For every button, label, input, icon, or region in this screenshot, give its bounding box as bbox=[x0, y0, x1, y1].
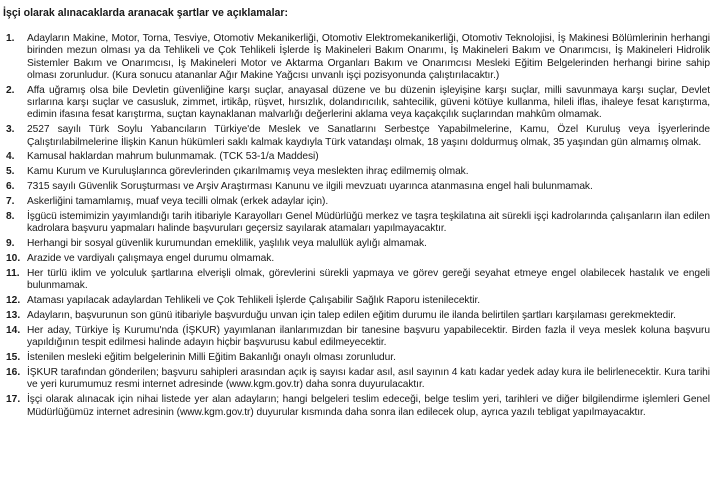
list-item bbox=[3, 238, 710, 250]
item-number: 8. bbox=[6, 211, 15, 223]
list-item bbox=[3, 151, 710, 163]
list-item bbox=[3, 352, 710, 364]
item-text: Adayların Makine, Motor, Torna, Tesviye, Otomotiv Mekanikerliği, Otomotiv Elektromekanikerliği, Otomotiv Teknolojisi, İş Makinesi Bölümlerinin herhangi birinden mezun olması ya da Tehlikeli ve Çok Tehlikeli İşlerde İş Makineleri Bakım Onarımı, İş Makineleri Bakım ve Onarımcısı, İş Makineleri Hidrolik Sistemler Bakım ve Onarımcısı, İş Makineleri Motor ve Aktarma Organları Bakım ve Onarımcısı Mesleki Eğitim Belgelerinden herhangi birine sahip olması zorunludur. (Kura sonucu atananlar Ağır Makine Yağcısı unvanlı işçi pozisyonunda çalıştırılacaktır.) bbox=[27, 33, 710, 81]
item-number: 14. bbox=[6, 324, 21, 336]
list-item bbox=[3, 268, 710, 293]
item-number: 16. bbox=[6, 367, 21, 379]
item-text: İŞKUR tarafından gönderilen; başvuru sahipleri arasından açık iş sayısı kadar asıl, asıl sayının 4 katı kadar yedek aday kura ile belirlenecektir. Kura tarihi ve yeri kurumumuz resmi internet adresinde (www.kgm.gov.tr) daha sonra duyurulacaktır. bbox=[27, 367, 710, 391]
item-text: Ataması yapılacak adaylardan Tehlikeli ve Çok Tehlikeli İşlerde Çalışabilir Sağlık Raporu istenilecektir. bbox=[27, 295, 481, 307]
list-item bbox=[3, 325, 710, 350]
item-number: 1. bbox=[6, 33, 15, 44]
list-item bbox=[3, 124, 710, 149]
list-item bbox=[3, 211, 710, 236]
item-text: Askerliğini tamamlamış, muaf veya tecilli olmak (erkek adaylar için). bbox=[27, 196, 329, 208]
list-item bbox=[3, 166, 710, 178]
item-number: 11. bbox=[6, 267, 20, 279]
requirements-list bbox=[3, 33, 710, 419]
item-number: 10. bbox=[6, 253, 21, 265]
item-text: Adayların, başvurunun son günü itibariyle başvurduğu unvan için talep edilen eğitim durumu ile ilanda belirtilen şartları karşılaması gerekmektedir. bbox=[27, 310, 676, 322]
list-item bbox=[3, 367, 710, 392]
item-number: 3. bbox=[6, 124, 15, 136]
item-number: 7. bbox=[6, 196, 15, 208]
list-item bbox=[3, 253, 710, 265]
list-item bbox=[3, 295, 710, 307]
item-text: 2527 sayılı Türk Soylu Yabancıların Türkiye'de Meslek ve Sanatlarını Serbestçe Yapabilmelerine, Kamu, Özel Kuruluş veya İşyerlerinde Çalıştırılabilmelerine İlişkin Kanun hükümleri saklı kalmak kaydıyla Türk vatandaşı olmak, 18 yaşını doldurmuş olmak, 35 yaşından gün almamış olmak. bbox=[27, 124, 710, 148]
list-item bbox=[3, 196, 710, 208]
item-number: 5. bbox=[6, 166, 15, 178]
list-item bbox=[3, 394, 710, 419]
item-text: İşgücü istemimizin yayımlandığı tarih itibariyle Karayolları Genel Müdürlüğü merkez ve taşra teşkilatına ait sürekli işçi kadrolarında çalışanların ilan edilen kadrolara başvuru yapmaları halinde başvuruları geçersiz sayılarak atamaları yapılmayacaktır. bbox=[27, 211, 710, 235]
item-number: 13. bbox=[6, 310, 21, 322]
item-text: Her aday, Türkiye İş Kurumu'nda (İŞKUR) yayımlanan ilanlarımızdan bir tanesine başvuru yapabilecektir. Birden fazla il veya meslek koluna başvuru yapıldığının tespit edilmesi halinde adayın hiçbir başvurusu kabul edilmeyecektir. bbox=[27, 324, 710, 349]
list-item bbox=[3, 310, 710, 322]
item-number: 15. bbox=[6, 352, 21, 364]
item-text: Kamu Kurum ve Kuruluşlarınca görevlerinden çıkarılmamış veya meslekten ihraç edilmemiş olmak. bbox=[27, 166, 469, 178]
item-text: Arazide ve vardiyalı çalışmaya engel durumu olmamak. bbox=[27, 253, 275, 265]
item-text: 7315 sayılı Güvenlik Soruşturması ve Arşiv Araştırması Kanunu ve ilgili mevzuatı uyarınca atanmasına engel hali bulunmamak. bbox=[27, 181, 593, 193]
item-text: Her türlü iklim ve yolculuk şartlarına elverişli olmak, görevlerini sürekli yapmaya ve görev gereği seyahat etmeye engel olabilecek hastalık ve engeli bulunmamak. bbox=[27, 267, 710, 292]
item-number: 17. bbox=[6, 394, 21, 406]
list-item bbox=[3, 85, 710, 122]
item-text: İstenilen mesleki eğitim belgelerinin Milli Eğitim Bakanlığı onaylı olması zorunludur. bbox=[27, 352, 396, 364]
item-number: 4. bbox=[6, 151, 15, 163]
item-number: 2. bbox=[6, 84, 15, 96]
item-number: 9. bbox=[6, 238, 15, 250]
item-text: Kamusal haklardan mahrum bulunmamak. (TCK 53-1/a Maddesi) bbox=[27, 151, 319, 163]
item-text: Herhangi bir sosyal güvenlik kurumundan emeklilik, yaşlılık veya malullük aylığı almamak. bbox=[27, 238, 427, 250]
item-number: 12. bbox=[6, 295, 21, 307]
item-text: Affa uğramış olsa bile Devletin güvenliğine karşı suçlar, anayasal düzene ve bu düzenin işleyişine karşı suçlar, milli savunmaya karşı suçlar, Devlet sırlarına karşı suçlar ve casusluk, zimmet, irtikâp, rüşvet, hırsızlık, dolandırıcılık, sahtecilik, güveni kötüye kullanma, hileli iflas, ihaleye fesat karıştırma, edimin ifasına fesat karıştırma, suçtan kaynaklanan malvarlığı değerlerini aklama veya kaçakçılık suçlarından mahkûm olmamak. bbox=[27, 84, 710, 121]
item-number: 6. bbox=[6, 181, 15, 193]
item-text: İşçi olarak alınacak için nihai listede yer alan adayların; hangi belgeleri teslim edeceği, belge teslim yeri, tarihleri ve diğer bilgilendirme işlemleri Genel Müdürlüğümüz internet adresinin (www.kgm.gov.tr) duyurular kısmında daha sonra ilan edilecek olup, ayrıca yazılı tebligat yapılmayacaktır. bbox=[27, 394, 710, 418]
list-item bbox=[3, 181, 710, 193]
document-heading: İşçi olarak alınacaklarda aranacak şartlar ve açıklamalar: bbox=[3, 7, 289, 19]
list-item bbox=[3, 33, 710, 82]
